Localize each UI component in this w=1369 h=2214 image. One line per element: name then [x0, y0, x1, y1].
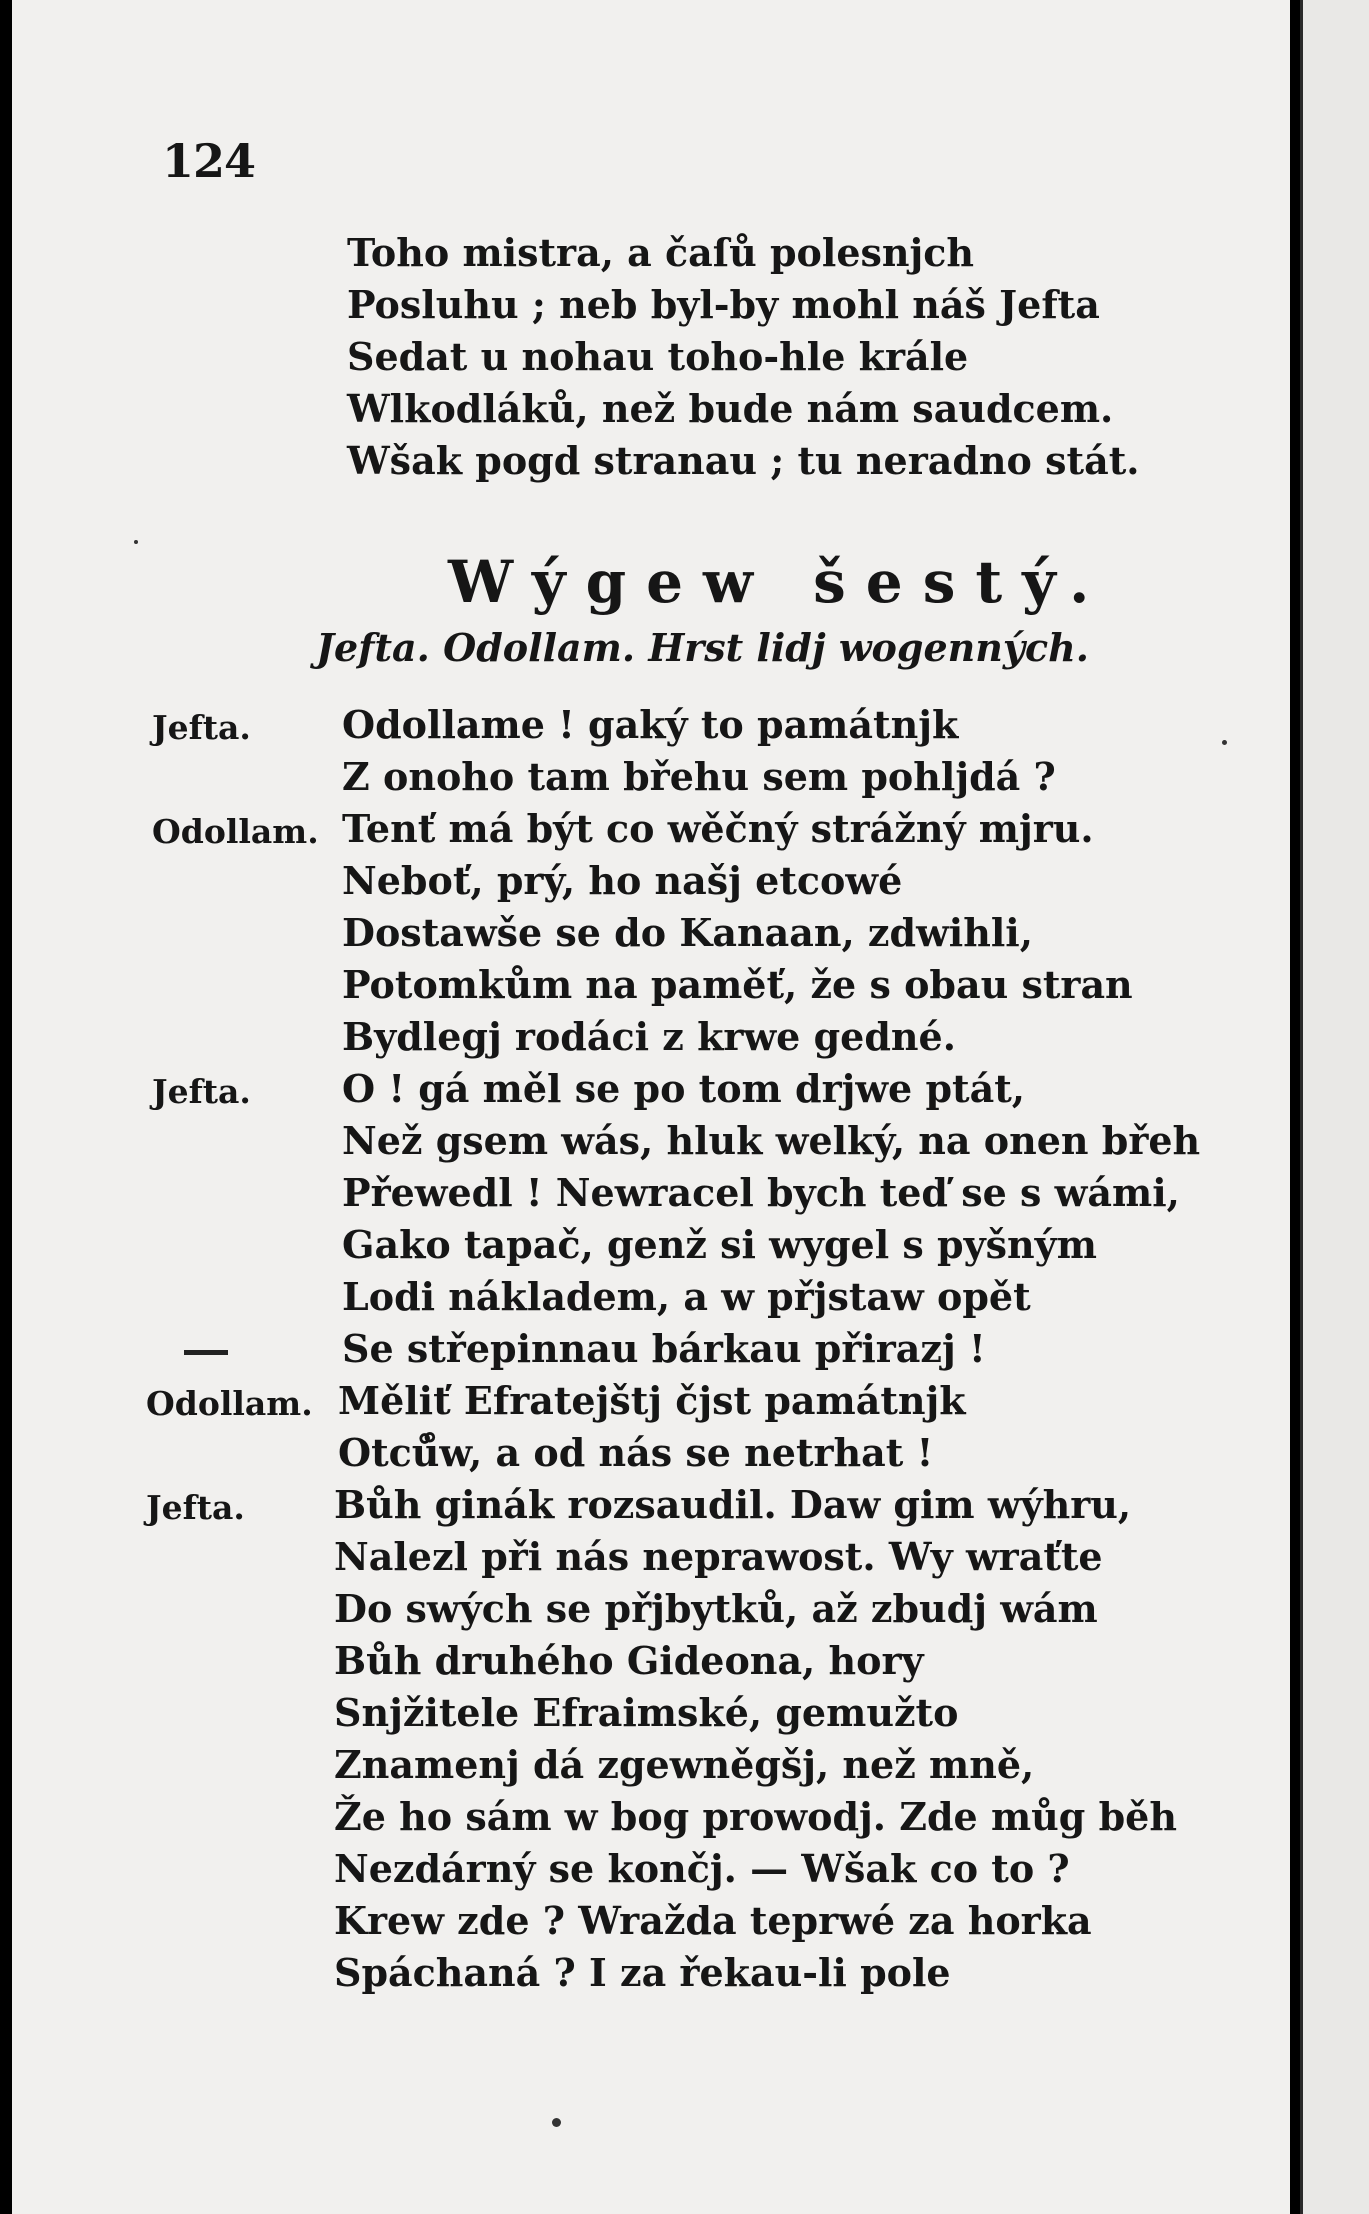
book-page: [12, 0, 1290, 2214]
dialogue-line: Krew zde ? Wražda teprwé za horka: [334, 1898, 1092, 1943]
speaker-label: Jefta.: [152, 1072, 251, 1111]
dialogue-line: Bůh druhého Gideona, hory: [334, 1638, 924, 1683]
intro-line: Posluhu ; neb byl-by mohl náš Jefta: [347, 282, 1100, 327]
dialogue-line: Potomkům na paměť, že s obau stran: [342, 962, 1133, 1007]
dialogue-line: Lodi nákladem, a w přjstaw opět: [342, 1274, 1031, 1319]
ink-speck: [134, 540, 138, 544]
ink-speck: [552, 2118, 561, 2127]
dialogue-line: Odollame ! gaký to památnjk: [342, 702, 959, 747]
dialogue-line: Přewedl ! Newracel bych teď se s wámi,: [342, 1170, 1180, 1215]
dialogue-line: Dostawše se do Kanaan, zdwihli,: [342, 910, 1033, 955]
dialogue-line: Bůh ginák rozsaudil. Daw gim wýhru,: [334, 1482, 1132, 1527]
margin-dash: [184, 1350, 228, 1355]
page-number: 124: [162, 134, 256, 188]
dialogue-line: Nalezl při nás neprawost. Wy wraťte: [334, 1534, 1103, 1579]
dialogue-line: O ! gá měl se po tom drjwe ptát,: [342, 1066, 1025, 1111]
speaker-label: Odollam.: [152, 812, 319, 851]
dialogue-line: Otců̊w, a od nás se netrhat !: [338, 1430, 934, 1475]
dialogue-line: Gako tapač, genž si wygel s pyšným: [342, 1222, 1097, 1267]
speaker-label: Jefta.: [146, 1488, 245, 1527]
speaker-label: Jefta.: [152, 708, 251, 747]
speaker-label: Odollam.: [146, 1384, 313, 1423]
intro-line: Wlkodláků, než bude nám saudcem.: [347, 386, 1114, 431]
dialogue-line: Neboť, prý, ho našj etcowé: [342, 858, 903, 903]
dialogue-line: Z onoho tam břehu sem pohljdá ?: [342, 754, 1056, 799]
dialogue-line: Než gsem wás, hluk welký, na onen břeh: [342, 1118, 1201, 1163]
dialogue-line: Měliť Efratejštj čjst památnjk: [338, 1378, 966, 1423]
dialogue-line: Tenť má být co wěčný strážný mjru.: [342, 806, 1094, 851]
scene-heading: Wýgew šestý.: [448, 548, 1110, 616]
dialogue-line: Že ho sám w bog prowodj. Zde můg běh: [334, 1794, 1177, 1839]
adjacent-page-edge: [1300, 0, 1369, 2214]
dialogue-line: Do swých se přjbytků, až zbudj wám: [334, 1586, 1098, 1631]
dialogue-line: Snjžitele Efraimské, gemužto: [334, 1690, 959, 1735]
dialogue-line: Bydlegj rodáci z krwe gedné.: [342, 1014, 956, 1059]
intro-line: Toho mistra, a čaſů polesnjch: [347, 230, 975, 275]
intro-line: Wšak pogd stranau ; tu neradno stát.: [347, 438, 1140, 483]
ink-speck: [1222, 740, 1227, 745]
dialogue-line: Spáchaná ? I za řekau-li pole: [334, 1950, 951, 1995]
dialogue-line: Znamenj dá zgewněgšj, než mně,: [334, 1742, 1035, 1787]
dialogue-line: Se střepinnau bárkau přirazj !: [342, 1326, 986, 1371]
intro-line: Sedat u nohau toho-hle krále: [347, 334, 969, 379]
cast-line: Jefta. Odollam. Hrst lidj wogenných.: [316, 625, 1089, 670]
dialogue-line: Nezdárný se končj. — Wšak co to ?: [334, 1846, 1070, 1891]
